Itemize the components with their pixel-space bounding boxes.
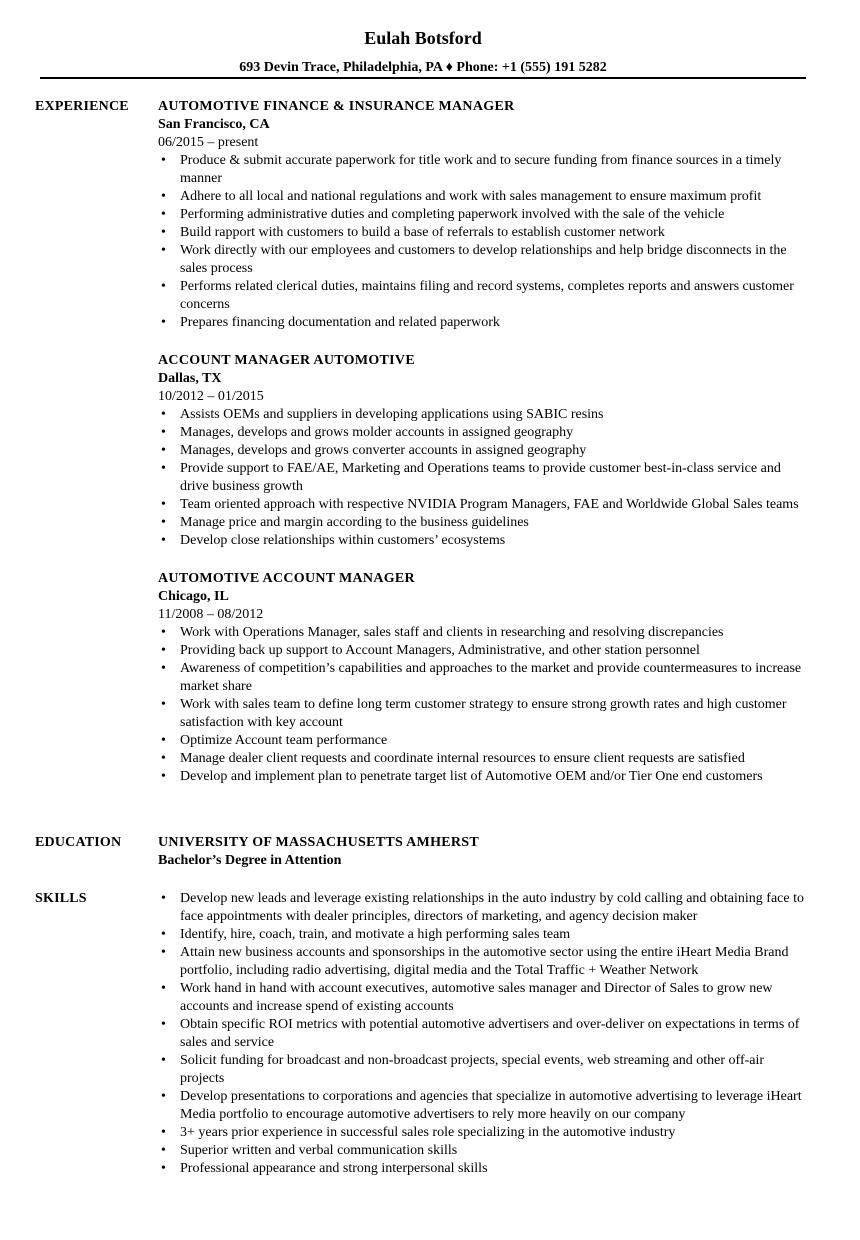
bullet-icon: •	[161, 1161, 166, 1176]
list-item	[158, 460, 810, 496]
list-item	[158, 224, 810, 242]
list-item	[158, 660, 810, 696]
bullet-text: Provide support to FAE/AE, Marketing and Operations teams to provide customer best-in-class service and drive business growth	[180, 461, 781, 494]
list-item	[158, 768, 810, 786]
bullet-text: Awareness of competition’s capabilities and approaches to the market and provide countermeasures to increase market share	[180, 661, 802, 694]
bullet-icon: •	[161, 515, 166, 530]
bullet-icon: •	[161, 243, 166, 258]
bullet-icon: •	[161, 1017, 166, 1032]
list-item	[158, 442, 810, 460]
bullet-text: Build rapport with customers to build a base of referrals to establish customer network	[180, 225, 665, 240]
bullet-text: Adhere to all local and national regulations and work with sales management to ensure maximum profit	[180, 189, 762, 204]
bullet-text: Work with Operations Manager, sales staff and clients in researching and resolving discrepancies	[180, 625, 724, 640]
list-item	[158, 406, 810, 424]
job-title: AUTOMOTIVE FINANCE & INSURANCE MANAGER	[158, 99, 515, 114]
bullet-text: Manages, develops and grows molder accounts in assigned geography	[180, 425, 574, 440]
bullet-text: Optimize Account team performance	[180, 733, 388, 748]
job-location: Dallas, TX	[158, 371, 222, 386]
bullet-text: Identify, hire, coach, train, and motivate a high performing sales team	[180, 927, 571, 942]
job-dates: 10/2012 – 01/2015	[158, 389, 264, 404]
bullet-icon: •	[161, 1089, 166, 1104]
list-item	[158, 1052, 810, 1088]
bullet-text: Develop presentations to corporations and agencies that specialize in automotive advertising to leverage iHeart Media portfolio to encourage automotive advertisers to rely more heavily on our company	[180, 1089, 802, 1122]
bullet-icon: •	[161, 927, 166, 942]
bullet-icon: •	[161, 533, 166, 548]
bullet-text: Solicit funding for broadcast and non-broadcast projects, special events, web streaming and other off-air projects	[180, 1053, 765, 1086]
bullet-icon: •	[161, 661, 166, 676]
bullet-text: 3+ years prior experience in successful sales role specializing in the automotive industry	[180, 1125, 676, 1140]
bullet-text: Performing administrative duties and completing paperwork involved with the sale of the vehicle	[180, 207, 725, 222]
list-item	[158, 242, 810, 278]
list-item	[158, 424, 810, 442]
bullet-text: Manages, develops and grows converter accounts in assigned geography	[180, 443, 587, 458]
job-title: AUTOMOTIVE ACCOUNT MANAGER	[158, 571, 415, 586]
bullet-icon: •	[161, 315, 166, 330]
section-label-skills: SKILLS	[35, 891, 87, 906]
bullet-icon: •	[161, 153, 166, 168]
job-bullets	[158, 406, 810, 550]
section-label-education: EDUCATION	[35, 835, 122, 850]
bullet-icon: •	[161, 891, 166, 906]
bullet-icon: •	[161, 461, 166, 476]
bullet-text: Develop close relationships within customers’ ecosystems	[180, 533, 506, 548]
skills-bullets	[158, 890, 810, 1178]
resume-header	[40, 24, 806, 77]
list-item	[158, 980, 810, 1016]
bullet-text: Professional appearance and strong interpersonal skills	[180, 1161, 488, 1176]
job-entry	[158, 570, 810, 786]
bullet-text: Prepares financing documentation and related paperwork	[180, 315, 500, 330]
header-divider	[40, 77, 806, 79]
bullet-icon: •	[161, 1143, 166, 1158]
job-bullets	[158, 152, 810, 332]
job-dates: 11/2008 – 08/2012	[158, 607, 264, 622]
bullet-icon: •	[161, 189, 166, 204]
bullet-icon: •	[161, 1125, 166, 1140]
skills-section	[35, 890, 810, 1178]
candidate-name: Eulah Botsford	[364, 28, 482, 48]
section-label-experience: EXPERIENCE	[35, 99, 129, 114]
list-item	[158, 206, 810, 224]
bullet-icon: •	[161, 407, 166, 422]
job-location: San Francisco, CA	[158, 117, 270, 132]
list-item	[158, 926, 810, 944]
bullet-icon: •	[161, 279, 166, 294]
bullet-text: Assists OEMs and suppliers in developing applications using SABIC resins	[180, 407, 604, 422]
bullet-icon: •	[161, 425, 166, 440]
bullet-text: Providing back up support to Account Managers, Administrative, and other station personnel	[180, 643, 700, 658]
list-item	[158, 514, 810, 532]
bullet-text: Produce & submit accurate paperwork for title work and to secure funding from finance sources in a timely manner	[180, 153, 782, 186]
contact-line: 693 Devin Trace, Philadelphia, PA ♦ Phone: +1 (555) 191 5282	[239, 60, 607, 75]
bullet-icon: •	[161, 207, 166, 222]
list-item	[158, 642, 810, 660]
bullet-icon: •	[161, 751, 166, 766]
bullet-icon: •	[161, 945, 166, 960]
list-item	[158, 532, 810, 550]
education-section	[35, 834, 810, 870]
education-school: UNIVERSITY OF MASSACHUSETTS AMHERST	[158, 835, 480, 850]
bullet-icon: •	[161, 443, 166, 458]
job-title: ACCOUNT MANAGER AUTOMOTIVE	[158, 353, 415, 368]
bullet-text: Team oriented approach with respective NVIDIA Program Managers, FAE and Worldwide Global Sales teams	[180, 497, 799, 512]
bullet-text: Manage price and margin according to the business guidelines	[180, 515, 529, 530]
list-item	[158, 1016, 810, 1052]
bullet-icon: •	[161, 769, 166, 784]
bullet-icon: •	[161, 497, 166, 512]
job-bullets	[158, 624, 810, 786]
list-item	[158, 732, 810, 750]
bullet-text: Work hand in hand with account executives, automotive sales manager and Director of Sales to grow new accounts and increase spend of existing accounts	[180, 981, 773, 1014]
bullet-icon: •	[161, 643, 166, 658]
list-item	[158, 278, 810, 314]
bullet-text: Work with sales team to define long term customer strategy to ensure strong growth rates and high customer satisfaction with key account	[180, 697, 787, 730]
list-item	[158, 1142, 810, 1160]
list-item	[158, 1160, 810, 1178]
list-item	[158, 750, 810, 768]
list-item	[158, 944, 810, 980]
list-item	[158, 1124, 810, 1142]
list-item	[158, 152, 810, 188]
bullet-text: Performs related clerical duties, maintains filing and record systems, completes reports and answers customer concerns	[180, 279, 794, 312]
job-location: Chicago, IL	[158, 589, 229, 604]
bullet-icon: •	[161, 981, 166, 996]
list-item	[158, 496, 810, 514]
bullet-icon: •	[161, 733, 166, 748]
job-entry	[158, 98, 810, 332]
bullet-text: Manage dealer client requests and coordinate internal resources to ensure client requests are satisfied	[180, 751, 745, 766]
bullet-icon: •	[161, 1053, 166, 1068]
list-item	[158, 1088, 810, 1124]
list-item	[158, 188, 810, 206]
bullet-text: Superior written and verbal communication skills	[180, 1143, 458, 1158]
bullet-icon: •	[161, 697, 166, 712]
bullet-icon: •	[161, 625, 166, 640]
job-dates: 06/2015 – present	[158, 135, 259, 150]
bullet-icon: •	[161, 225, 166, 240]
education-degree: Bachelor’s Degree in Attention	[158, 853, 342, 868]
job-entry	[158, 352, 810, 550]
list-item	[158, 624, 810, 642]
bullet-text: Develop new leads and leverage existing relationships in the auto industry by cold calling and obtaining face to face appointments with dealer principles, directors of marketing, and agency decision maker	[180, 891, 804, 924]
experience-section	[35, 98, 810, 806]
list-item	[158, 696, 810, 732]
bullet-text: Attain new business accounts and sponsorships in the automotive sector using the entire iHeart Media Brand portfolio, including radio advertising, digital media and the Total Traffic + Weather Network	[180, 945, 789, 978]
list-item	[158, 890, 810, 926]
bullet-text: Work directly with our employees and customers to develop relationships and help bridge disconnects in the sales process	[180, 243, 787, 276]
bullet-text: Develop and implement plan to penetrate target list of Automotive OEM and/or Tier One end customers	[180, 769, 763, 784]
list-item	[158, 314, 810, 332]
bullet-text: Obtain specific ROI metrics with potential automotive advertisers and over-deliver on expectations in terms of sales and service	[180, 1017, 800, 1050]
